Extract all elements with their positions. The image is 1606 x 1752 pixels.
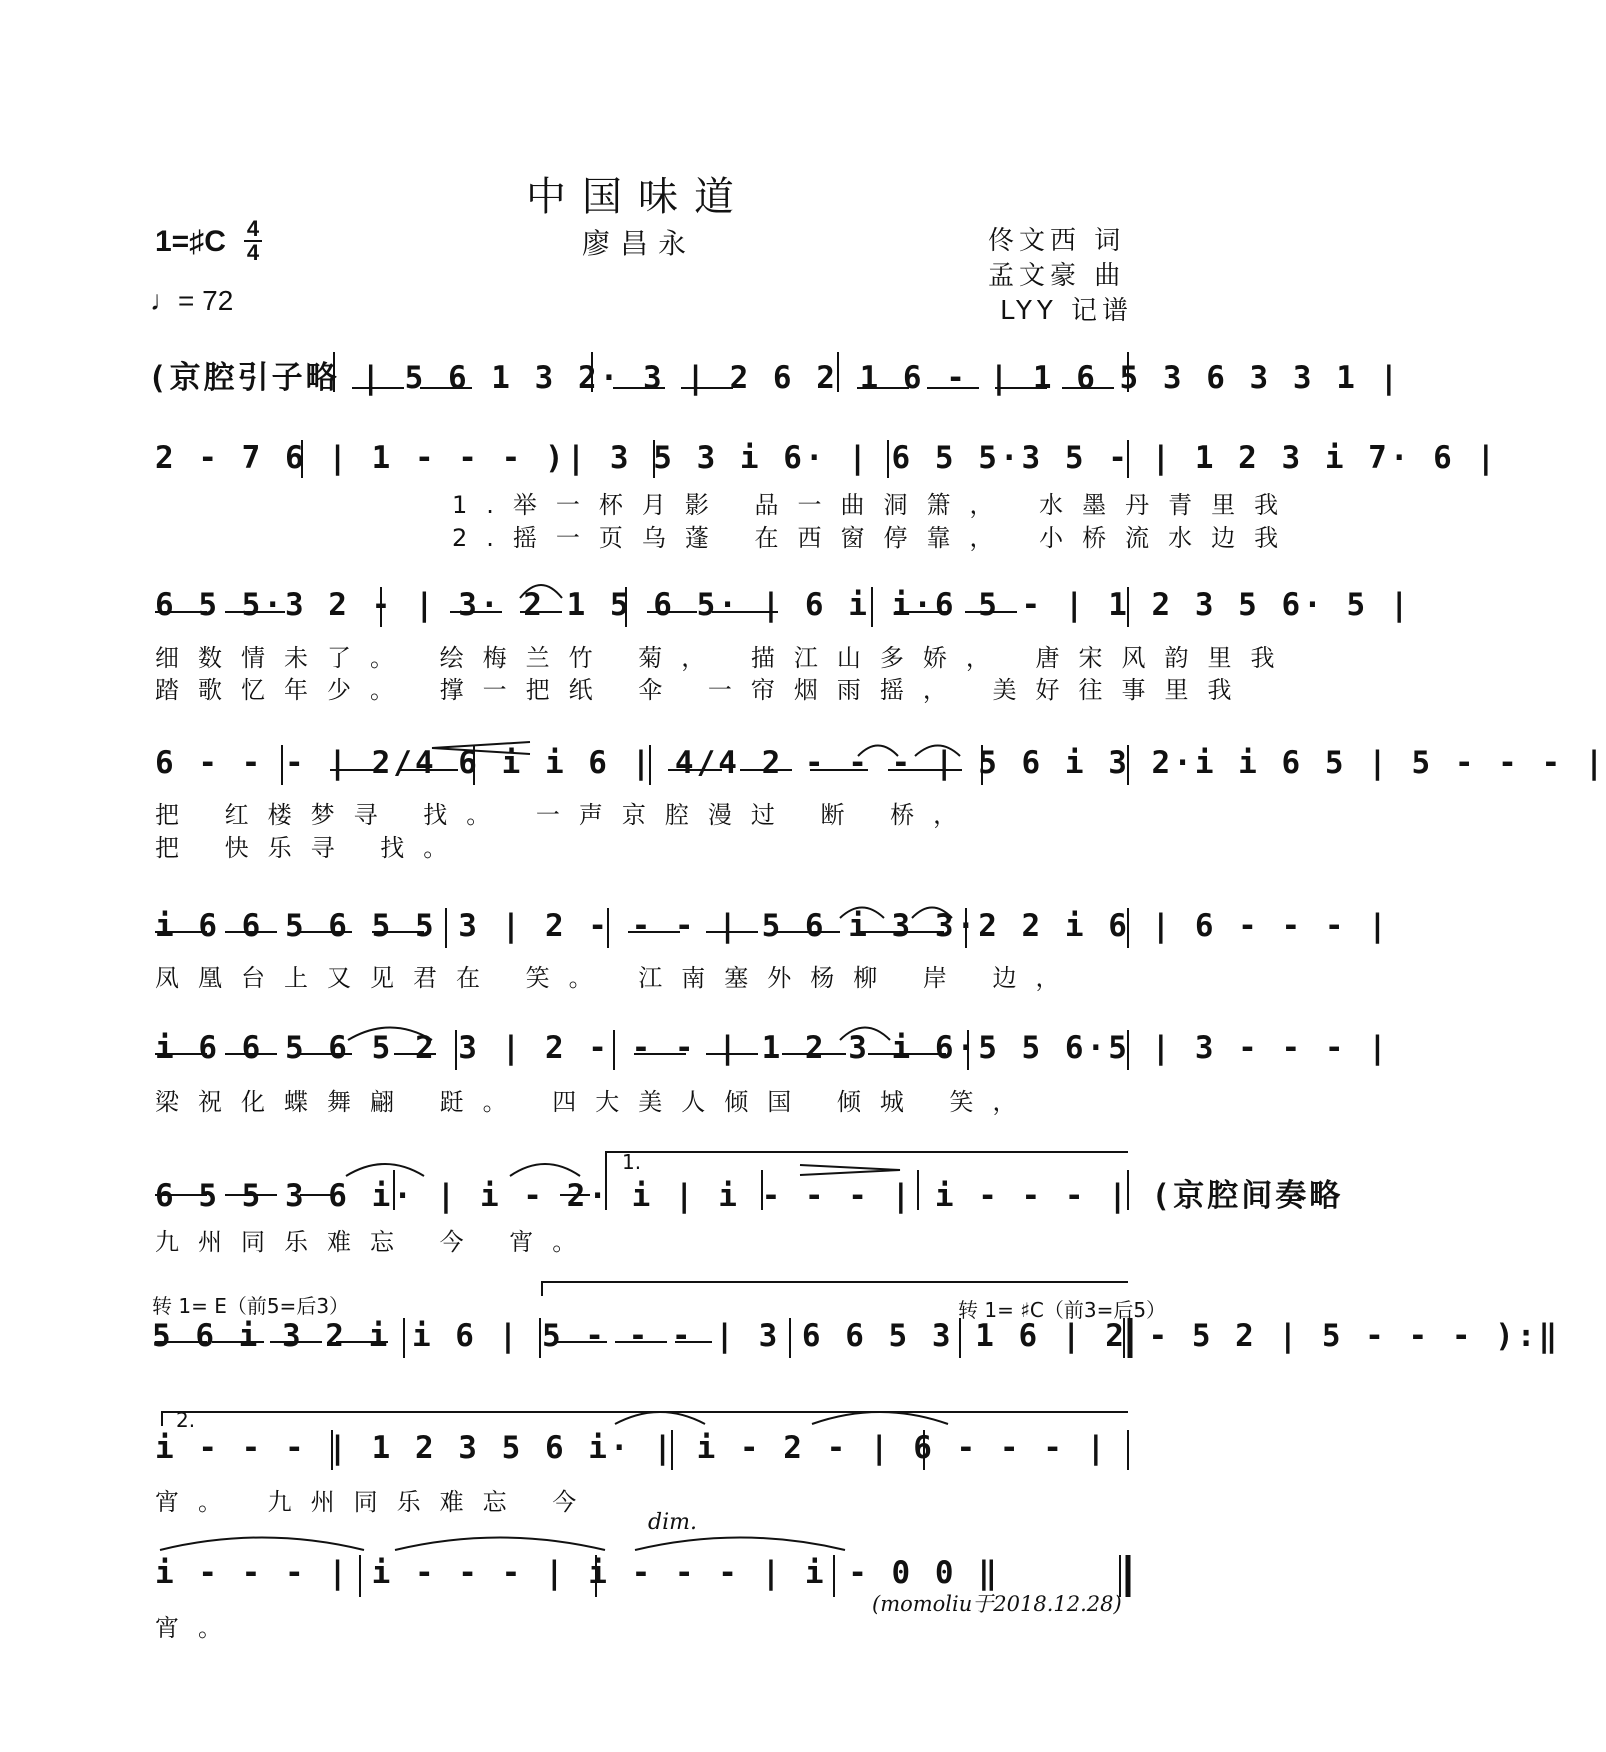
singer-name: 廖昌永 (582, 227, 697, 260)
volta-2-label: 2. (176, 1408, 196, 1432)
notation-line-6: i 6 6 5 6 5 2 3 | 2 - - - | 1 2 3 i 6·5 5 6·5 | 3 - - - | (155, 1030, 1390, 1066)
notation-line-5: i 6 6 5 6 5 5 3 | 2 - - - | 5 6 i 3 3·2 2 i 6 | 6 - - - | (155, 908, 1390, 944)
time-signature (244, 218, 262, 264)
lyric-line-4-verse2: 把 快乐寻 找。 (155, 834, 467, 862)
lyric-line-2-verse1: 1.举一杯月影 品一曲洞箫， 水墨丹青里我 (452, 491, 1298, 519)
lyric-line-7: 九州同乐难忘 今 宵。 (155, 1228, 596, 1256)
transcriber-credit: LYY 记谱 (1000, 296, 1134, 326)
key-text: 1=♯C (155, 225, 226, 258)
dim-marking: dim. (648, 1510, 697, 1535)
volta-1-label: 1. (622, 1150, 642, 1174)
notation-line-9: i - - - | 1 2 3 5 6 i· | i - 2 - | 6 - - - | (155, 1430, 1109, 1466)
notation-line-8: 5 6 i 3 2 i i 6 | 5 - - - | 3 6 6 5 3 1 6 | 2 - 5 2 | 5 - - - ):‖ (152, 1318, 1561, 1354)
lyric-line-3-verse2: 踏歌忆年少。 撑一把纸 伞 一帘烟雨摇， 美好往事里我 (155, 676, 1251, 704)
key-signature (155, 225, 226, 259)
lyric-line-5: 凤凰台上又见君在 笑。 江南塞外杨柳 岸 边， (155, 964, 1079, 992)
song-title: 中国味道 (526, 174, 750, 220)
time-signature-top: 4 (246, 216, 260, 241)
modulation-1: 转 1= E（前5=后3） (152, 1294, 350, 1318)
tempo-marking: ♩= 72 (150, 285, 234, 316)
lyric-line-10: 宵。 (155, 1614, 241, 1642)
lyric-line-2-verse2: 2.摇一页乌蓬 在西窗停靠， 小桥流水边我 (452, 524, 1298, 552)
notation-line-10: i - - - | i - - - | i - - - | i - 0 0 ‖ (155, 1555, 1000, 1591)
lyric-line-3-verse1: 细数情未了。 绘梅兰竹 菊， 描江山多娇， 唐宋风韵里我 (155, 644, 1294, 672)
lyric-line-9: 宵。 九州同乐难忘 今 (155, 1488, 596, 1516)
notation-line-7: 6 5 5 3 6 i· | i - 2· i | i - - - | i - - - | (京腔间奏略 (155, 1178, 1344, 1214)
notation-line-1: (京腔引子略 | 5 6 1 3 2· 3 | 2 6 2 1 6 - | 1 6 5 3 6 3 3 1 | (148, 360, 1402, 396)
composer-credit: 孟文豪 曲 (988, 261, 1126, 291)
transcription-signature: (momoliu于2018.12.28) (872, 1592, 1122, 1616)
lyric-line-6: 梁祝化蝶舞翩 跹。 四大美人倾国 倾城 笑， (155, 1088, 1036, 1116)
lyric-line-4-verse1: 把 红楼梦寻 找。 一声京腔漫过 断 桥， (155, 801, 977, 829)
notation-line-3: 6 5 5·3 2 - | 3· 2 1 5 6 5· | 6 i i·6 5 - | 1 2 3 5 6· 5 | (155, 587, 1412, 623)
lyricist-credit: 佟文西 词 (988, 226, 1126, 256)
modulation-2: 转 1= ♯C（前3=后5） (958, 1298, 1167, 1322)
notation-line-4: 6 - - - | 2/4 6 i i 6 | 4/4 2 - - - | 5 6 i 3 2·i i 6 5 | 5 - - - | (155, 745, 1606, 781)
time-signature-bottom: 4 (246, 240, 260, 265)
notation-line-2: 2 - 7 6 | 1 - - - )| 3 5 3 i 6· | 6 5 5·3 5 - | 1 2 3 i 7· 6 | (155, 440, 1499, 476)
